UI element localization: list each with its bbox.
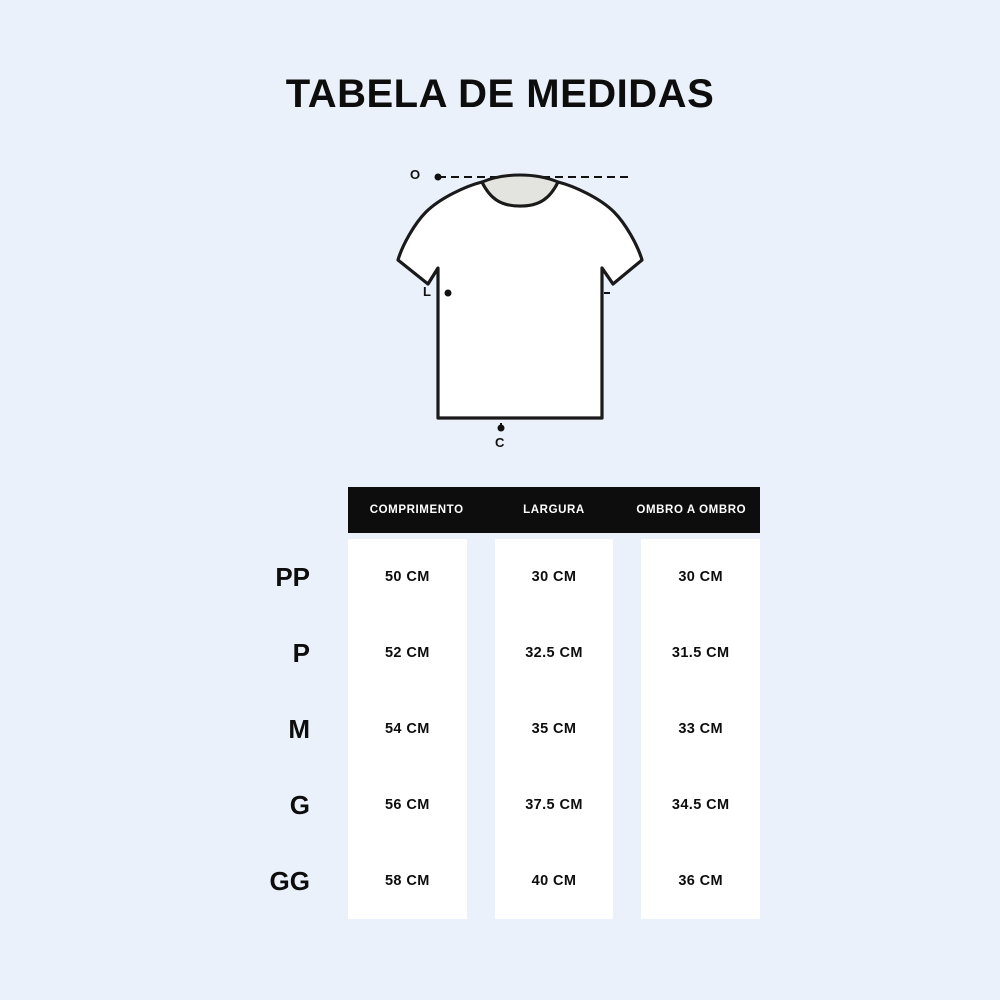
row-size-label: M [288, 713, 310, 744]
cell-ombro-a-ombro: 34.5 CM [641, 767, 760, 843]
width-marker-dot [445, 290, 452, 297]
tshirt-body [398, 182, 642, 418]
column-header-comprimento: COMPRIMENTO [369, 504, 464, 516]
cell-ombro-a-ombro: 33 CM [641, 691, 760, 767]
cell-comprimento: 56 CM [348, 767, 467, 843]
table-row [248, 767, 760, 843]
cell-largura: 30 CM [495, 539, 614, 615]
cell-ombro-a-ombro: 36 CM [641, 843, 760, 919]
table-row [248, 539, 760, 615]
cell-comprimento: 52 CM [348, 615, 467, 691]
page-title: TABELA DE MEDIDAS [285, 72, 715, 116]
cell-largura: 32.5 CM [495, 615, 614, 691]
width-label: L [423, 284, 431, 299]
column-header-ombro-a-ombro: OMBRO A OMBRO [636, 504, 747, 516]
cell-comprimento: 58 CM [348, 843, 467, 919]
cell-comprimento: 54 CM [348, 691, 467, 767]
row-size-label: PP [275, 561, 310, 592]
cell-ombro-a-ombro: 30 CM [641, 539, 760, 615]
shoulder-marker-dot [435, 174, 442, 181]
shoulder-label: O [410, 167, 421, 182]
length-label: C [495, 435, 505, 450]
column-header-largura: LARGURA [523, 504, 585, 516]
length-marker-dot [498, 425, 505, 432]
table-row [248, 615, 760, 691]
size-table [248, 487, 760, 919]
table-header-row [348, 487, 760, 533]
row-size-label: G [289, 789, 310, 820]
cell-largura: 40 CM [495, 843, 614, 919]
cell-largura: 37.5 CM [495, 767, 614, 843]
cell-ombro-a-ombro: 31.5 CM [641, 615, 760, 691]
row-size-label: GG [269, 865, 310, 896]
t-shirt-diagram [370, 150, 690, 470]
row-size-label: P [292, 637, 310, 668]
table-row [248, 843, 760, 919]
cell-comprimento: 50 CM [348, 539, 467, 615]
cell-largura: 35 CM [495, 691, 614, 767]
table-row [248, 691, 760, 767]
